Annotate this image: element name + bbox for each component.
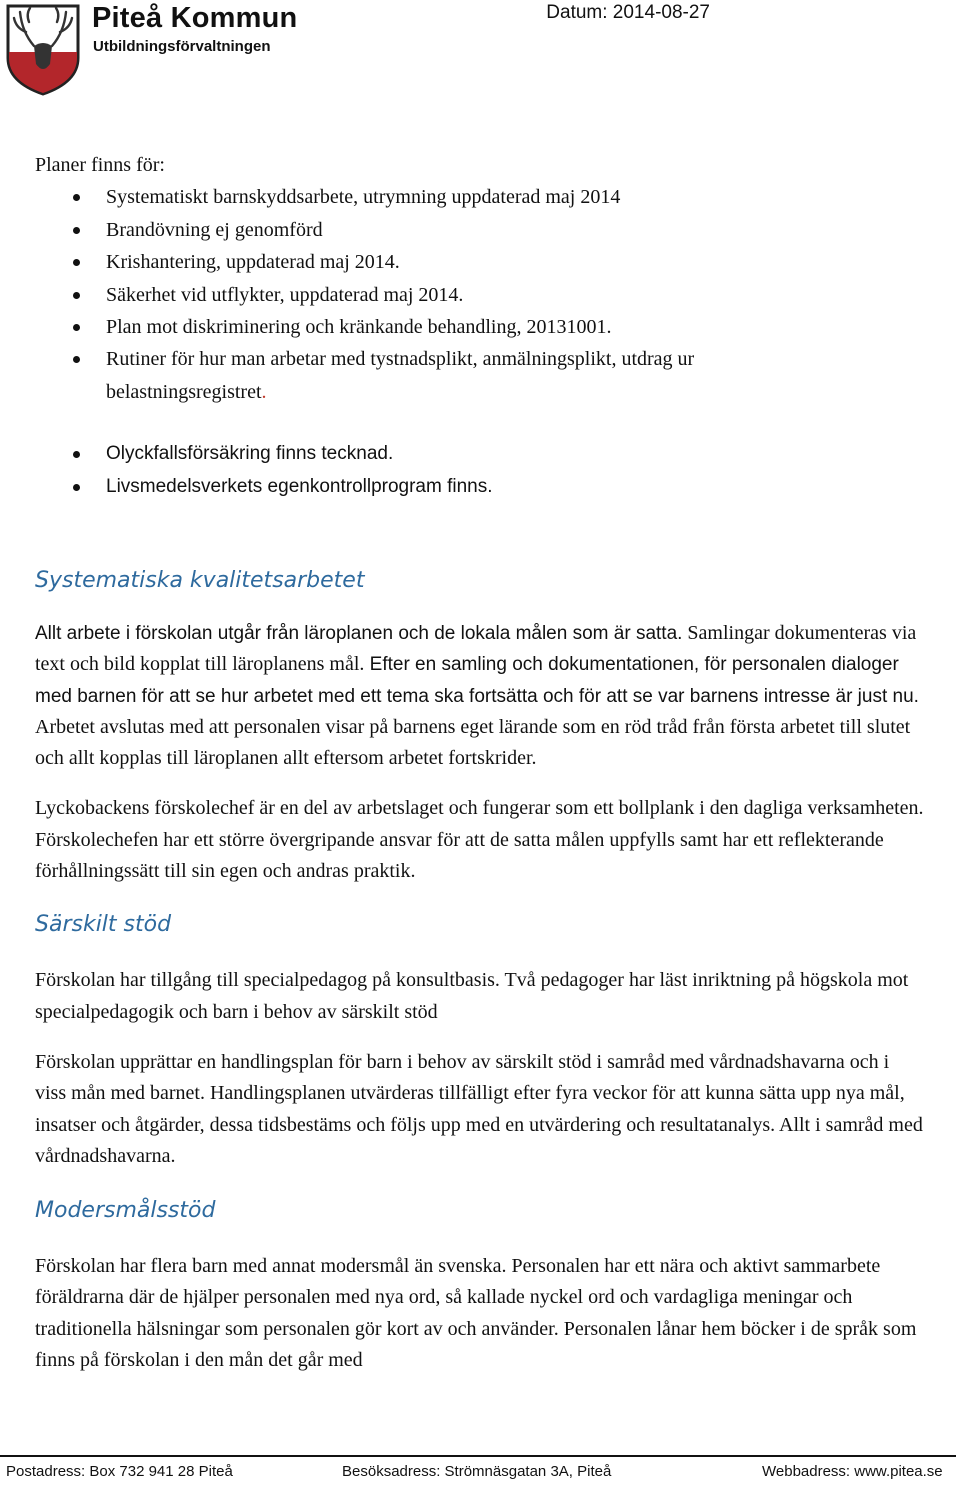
plans-list (35, 181, 925, 408)
municipal-crest-logo (4, 2, 82, 96)
section-heading-quality: Systematiska kvalitetsarbetet (35, 567, 365, 593)
plans-extra-list (35, 438, 925, 503)
page-header (0, 0, 960, 100)
bullet-icon (73, 356, 80, 363)
footer-postal-address: Postadress: Box 732 941 28 Piteå (6, 1463, 233, 1480)
page-footer (6, 1463, 958, 1485)
list-item: Rutiner för hur man arbetar med tystnadsplikt, anmälningsplikt, utdrag ur belastningsregistret. (35, 343, 925, 408)
bullet-icon (73, 259, 80, 266)
section-heading-mother-tongue: Modersmålsstöd (35, 1198, 216, 1224)
mother-tongue-paragraph-1: Förskolan har flera barn med annat modersmål än svenska. Personalen har ett nära och aktivt sammarbete föräldrarna där de hjälper personalen med nya ord, så kallade nyckel ord och vardagliga meningar och traditionella hälsningar som personalen gör kort av och använder. Personalen lånar hem böcker i de språk som finns på förskolan i den mån det går med (35, 1255, 917, 1371)
document-body (35, 150, 925, 1376)
bullet-icon (73, 227, 80, 234)
list-item: Brandövning ej genomförd (35, 214, 925, 246)
section-heading-support: Särskilt stöd (35, 912, 172, 938)
support-paragraph-1: Förskolan har tillgång till specialpedagog på konsultbasis. Två pedagoger har läst inriktning på högskola mot specialpedagogik och barn i behov av särskilt stöd (35, 969, 909, 1023)
list-item: Plan mot diskriminering och kränkande behandling, 20131001. (35, 311, 925, 343)
list-item: Systematiskt barnskyddsarbete, utrymning uppdaterad maj 2014 (35, 181, 925, 213)
bullet-icon (73, 451, 80, 458)
document-date: Datum: 2014-08-27 (546, 2, 710, 23)
plans-intro: Planer finns för: (35, 154, 165, 176)
bullet-icon (73, 324, 80, 331)
list-item: Krishantering, uppdaterad maj 2014. (35, 246, 925, 278)
org-name: Piteå Kommun (92, 2, 298, 34)
footer-visit-address: Besöksadress: Strömnäsgatan 3A, Piteå (342, 1463, 612, 1480)
bullet-icon (73, 292, 80, 299)
support-paragraph-2: Förskolan upprättar en handlingsplan för barn i behov av särskilt stöd i samråd med vårdnadshavarna och i viss mån med barnet. Handlingsplanen utvärderas tillfälligt efter fyra veckor för att kunna sätta upp nya mål, insatser och åtgärder, dessa tidsbestäms och följs upp med en utvärdering och resultatanalys. Allt i samråd med vårdnadshavarna. (35, 1050, 923, 1167)
list-item: Livsmedelsverkets egenkontrollprogram finns. (35, 471, 925, 503)
footer-web-address: Webbadress: www.pitea.se (762, 1463, 943, 1480)
department-name: Utbildningsförvaltningen (93, 38, 271, 55)
list-item: Säkerhet vid utflykter, uppdaterad maj 2014. (35, 279, 925, 311)
quality-paragraph-2: Lyckobackens förskolechef är en del av arbetslaget och fungerar som ett bollplank i den dagliga verksamheten. Förskolechefen har ett större övergripande ansvar för att de satta målen uppfylls samt har ett reflekterande förhållningssätt till sin egen och andras praktik. (35, 797, 924, 883)
bullet-icon (73, 194, 80, 201)
footer-divider (0, 1455, 956, 1457)
quality-paragraph-1: Allt arbete i förskolan utgår från läroplanen och de lokala målen som är satta. Samlingar dokumenteras via text och bild kopplat till läroplanens mål. Efter en samling och dokumentationen, för personalen dialoger med barnen för att se hur arbetet med ett tema ska fortsätta och för att se var barnens intresse är just nu. Arbetet avslutas med att personalen visar på barnens eget lärande som en röd tråd från första arbetet till slutet och allt kopplas till läroplanen allt eftersom arbetet fortskrider. (35, 621, 919, 770)
list-item: Olyckfallsförsäkring finns tecknad. (35, 438, 925, 470)
bullet-icon (73, 484, 80, 491)
